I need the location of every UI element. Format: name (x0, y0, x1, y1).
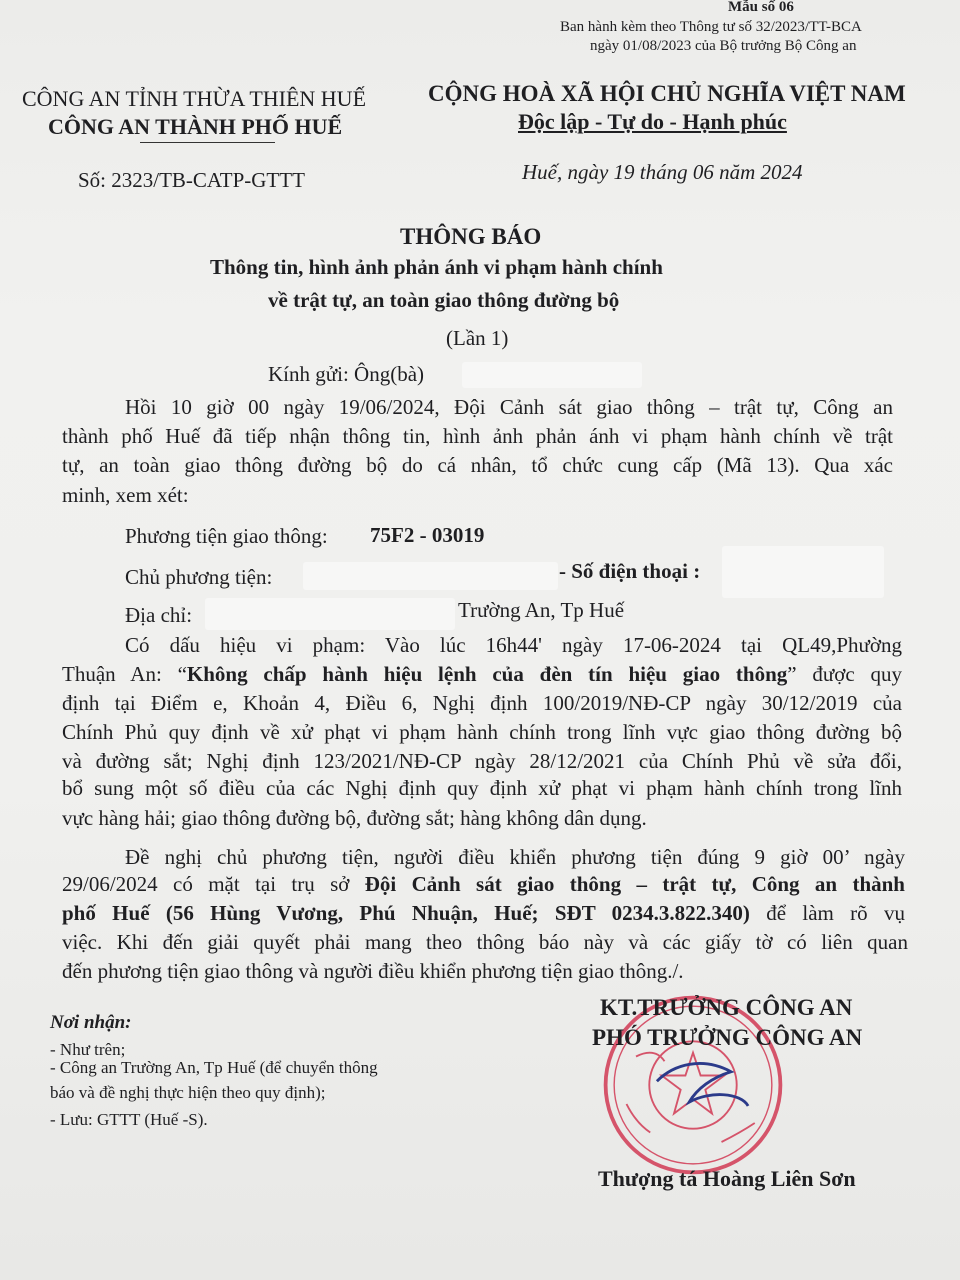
issued-by-line-1: Ban hành kèm theo Thông tư số 32/2023/TT-BCA (560, 19, 862, 35)
nation-title: CỘNG HOÀ XÃ HỘI CHỦ NGHĨA VIỆT NAM (428, 81, 906, 106)
agency-name: CÔNG AN THÀNH PHỐ HUẾ (48, 114, 343, 139)
request-line-4: việc. Khi đến giải quyết phải mang theo thông báo này và các giấy tờ có liên quan (62, 930, 908, 954)
redacted-name (462, 362, 642, 388)
signatory-name: Thượng tá Hoàng Liên Sơn (598, 1166, 856, 1191)
redacted-address (205, 598, 455, 630)
vehicle-label: Phương tiện giao thông: (125, 524, 328, 548)
document-subtitle-1: Thông tin, hình ảnh phản ánh vi phạm hành chính (210, 255, 663, 279)
national-motto: Độc lập - Tự do - Hạnh phúc (518, 109, 787, 134)
redacted-phone (722, 546, 884, 598)
violation-line-5: và đường sắt; Nghị định 123/2021/NĐ-CP ngày 28/12/2021 của Chính Phủ về sửa đổi, (62, 749, 902, 773)
request-office-address: phố Huế (56 Hùng Vương, Phú Nhuận, Huế; SĐT 0234.3.822.340) (62, 901, 750, 925)
place-and-date: Huế, ngày 19 tháng 06 năm 2024 (522, 160, 803, 184)
violation-line-7: vực hàng hải; giao thông đường bộ, đường sắt; hàng không dân dụng. (62, 806, 647, 830)
request-line-2 (62, 872, 905, 897)
recipient-line: Kính gửi: Ông(bà) (268, 362, 425, 386)
violation-line-1: Có dấu hiệu vi phạm: Vào lúc 16h44' ngày 17-06-2024 tại QL49,Phường (125, 633, 902, 657)
request-line-3 (62, 901, 905, 926)
para1-line-3: tự, an toàn giao thông đường bộ do cá nhân, tổ chức cung cấp (Mã 13). Qua xác (62, 453, 893, 477)
violation-line-4: Chính Phủ quy định về xử phạt vi phạm hành chính trong lĩnh vực giao thông đường bộ (62, 720, 902, 744)
agency-underline (140, 142, 275, 143)
request-line-5: đến phương tiện giao thông và người điều khiển phương tiện giao thông./. (62, 959, 684, 983)
para1-line-1: Hồi 10 giờ 00 ngày 19/06/2024, Đội Cảnh sát giao thông – trật tự, Công an (125, 395, 893, 419)
vehicle-plate: 75F2 - 03019 (370, 523, 485, 547)
address-value: Trường An, Tp Huế (458, 598, 625, 622)
document-number: Số: 2323/TB-CATP-GTTT (78, 168, 305, 192)
signature-title-1: KT.TRƯỞNG CÔNG AN (600, 995, 853, 1020)
violation-line-3: định tại Điểm e, Khoản 4, Điều 6, Nghị định 100/2019/NĐ-CP ngày 30/12/2019 của (62, 691, 902, 715)
issued-by-line-2: ngày 01/08/2023 của Bộ trưởng Bộ Công an (590, 38, 857, 54)
phone-label: - Số điện thoại : (559, 559, 701, 583)
request-line-1: Đề nghị chủ phương tiện, người điều khiển phương tiện đúng 9 giờ 00’ ngày (125, 845, 905, 869)
document-subtitle-2: về trật tự, an toàn giao thông đường bộ (268, 288, 620, 312)
recipients-item-2b: báo và đề nghị thực hiện theo quy định); (50, 1083, 326, 1102)
recipients-item-3: - Lưu: GTTT (Huế -S). (50, 1110, 208, 1129)
recipients-item-2a: - Công an Trường An, Tp Huế (để chuyển thông (50, 1058, 378, 1077)
violation-line-6: bổ sung một số điều của các Nghị định quy định xử phạt vi phạm hành chính trong lĩnh (62, 776, 902, 800)
request-line-2-pre: 29/06/2024 có mặt tại trụ sở (62, 872, 365, 896)
attempt-number: (Lần 1) (446, 326, 509, 350)
request-office: Đội Cảnh sát giao thông – trật tự, Công an thành (364, 872, 905, 896)
violation-type: Không chấp hành hiệu lệnh của đèn tín hiệu giao thông (186, 662, 788, 686)
owner-label: Chủ phương tiện: (125, 565, 273, 589)
violation-line-2 (62, 662, 902, 687)
document-title: THÔNG BÁO (400, 224, 542, 249)
para1-line-4: minh, xem xét: (62, 483, 189, 507)
request-line-3-post: để làm rõ vụ (749, 901, 905, 925)
recipients-item-1: - Như trên; (50, 1040, 126, 1059)
address-label: Địa chỉ: (125, 603, 193, 627)
signature-title-2: PHÓ TRƯỞNG CÔNG AN (592, 1025, 863, 1050)
para1-line-2: thành phố Huế đã tiếp nhận thông tin, hình ảnh phản ánh vi phạm hành chính về trật (62, 424, 893, 448)
form-number: Mẫu số 06 (728, 0, 794, 15)
recipients-title: Nơi nhận: (50, 1012, 132, 1033)
agency-parent: CÔNG AN TỈNH THỪA THIÊN HUẾ (22, 86, 367, 111)
violation-line-2-post: ” được quy (787, 662, 902, 686)
redacted-owner (303, 562, 558, 590)
violation-line-2-pre: Thuận An: “ (62, 662, 187, 686)
